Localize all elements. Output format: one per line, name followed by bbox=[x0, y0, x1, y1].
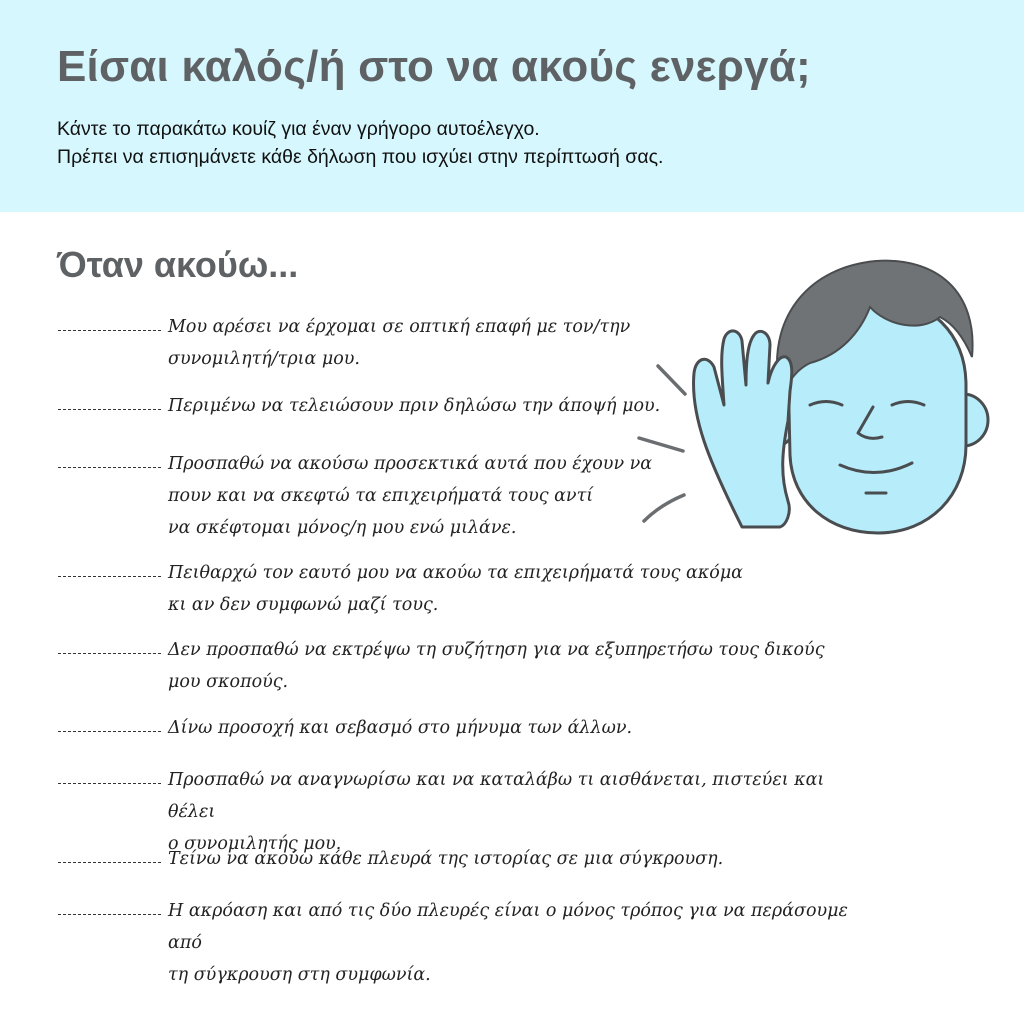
answer-blank[interactable] bbox=[58, 330, 161, 331]
answer-blank[interactable] bbox=[58, 576, 161, 577]
answer-blank[interactable] bbox=[58, 914, 161, 915]
answer-blank[interactable] bbox=[58, 862, 161, 863]
intro-line-2: Πρέπει να επισημάνετε κάθε δήλωση που ισχύει στην περίπτωσή σας. bbox=[57, 146, 664, 168]
cupped-hand-icon bbox=[693, 331, 791, 527]
statement-text: Περιμένω να τελειώσουν πριν δηλώσω την άποψή μου. bbox=[168, 396, 661, 416]
statement-text: Τείνω να ακούω κάθε πλευρά της ιστορίας σε μια σύγκρουση. bbox=[168, 849, 724, 869]
statement-text: Δεν προσπαθώ να εκτρέψω τη συζήτηση για να εξυπηρετήσω τους δικούς μου σκοπούς. bbox=[168, 640, 825, 692]
listening-person-illustration bbox=[630, 255, 1000, 545]
answer-blank[interactable] bbox=[58, 731, 161, 732]
page-title: Είσαι καλός/ή στο να ακούς ενεργά; bbox=[57, 42, 811, 91]
intro-line-1: Κάντε το παρακάτω κουίζ για έναν γρήγορο αυτοέλεγχο. bbox=[57, 118, 540, 140]
statement-text: Δίνω προσοχή και σεβασμό στο μήνυμα των άλλων. bbox=[168, 718, 633, 738]
answer-blank[interactable] bbox=[58, 409, 161, 410]
answer-blank[interactable] bbox=[58, 467, 161, 468]
statement-text: Η ακρόαση και από τις δύο πλευρές είναι ο μόνος τρόπος για να περάσουμε από τη σύγκρουση στη συμφωνία. bbox=[168, 901, 848, 985]
sound-lines-icon bbox=[639, 366, 685, 521]
section-title: Όταν ακούω... bbox=[57, 244, 299, 285]
statement-text: Προσπαθώ να αναγνωρίσω και να καταλάβω τι αισθάνεται, πιστεύει και θέλει ο συνομιλητής μου. bbox=[168, 770, 825, 854]
header-banner bbox=[0, 0, 1024, 212]
statement-text: Πειθαρχώ τον εαυτό μου να ακούω τα επιχειρήματά τους ακόμα κι αν δεν συμφωνώ μαζί τους. bbox=[168, 563, 744, 615]
answer-blank[interactable] bbox=[58, 653, 161, 654]
statement-text: Προσπαθώ να ακούσω προσεκτικά αυτά που έχουν να πουν και να σκεφτώ τα επιχειρήματά τους αντί να σκέφτομαι μόνος/η μου ενώ μιλάνε. bbox=[168, 454, 653, 538]
statement-text: Μου αρέσει να έρχομαι σε οπτική επαφή με τον/την συνομιλητή/τρια μου. bbox=[168, 317, 631, 369]
answer-blank[interactable] bbox=[58, 783, 161, 784]
